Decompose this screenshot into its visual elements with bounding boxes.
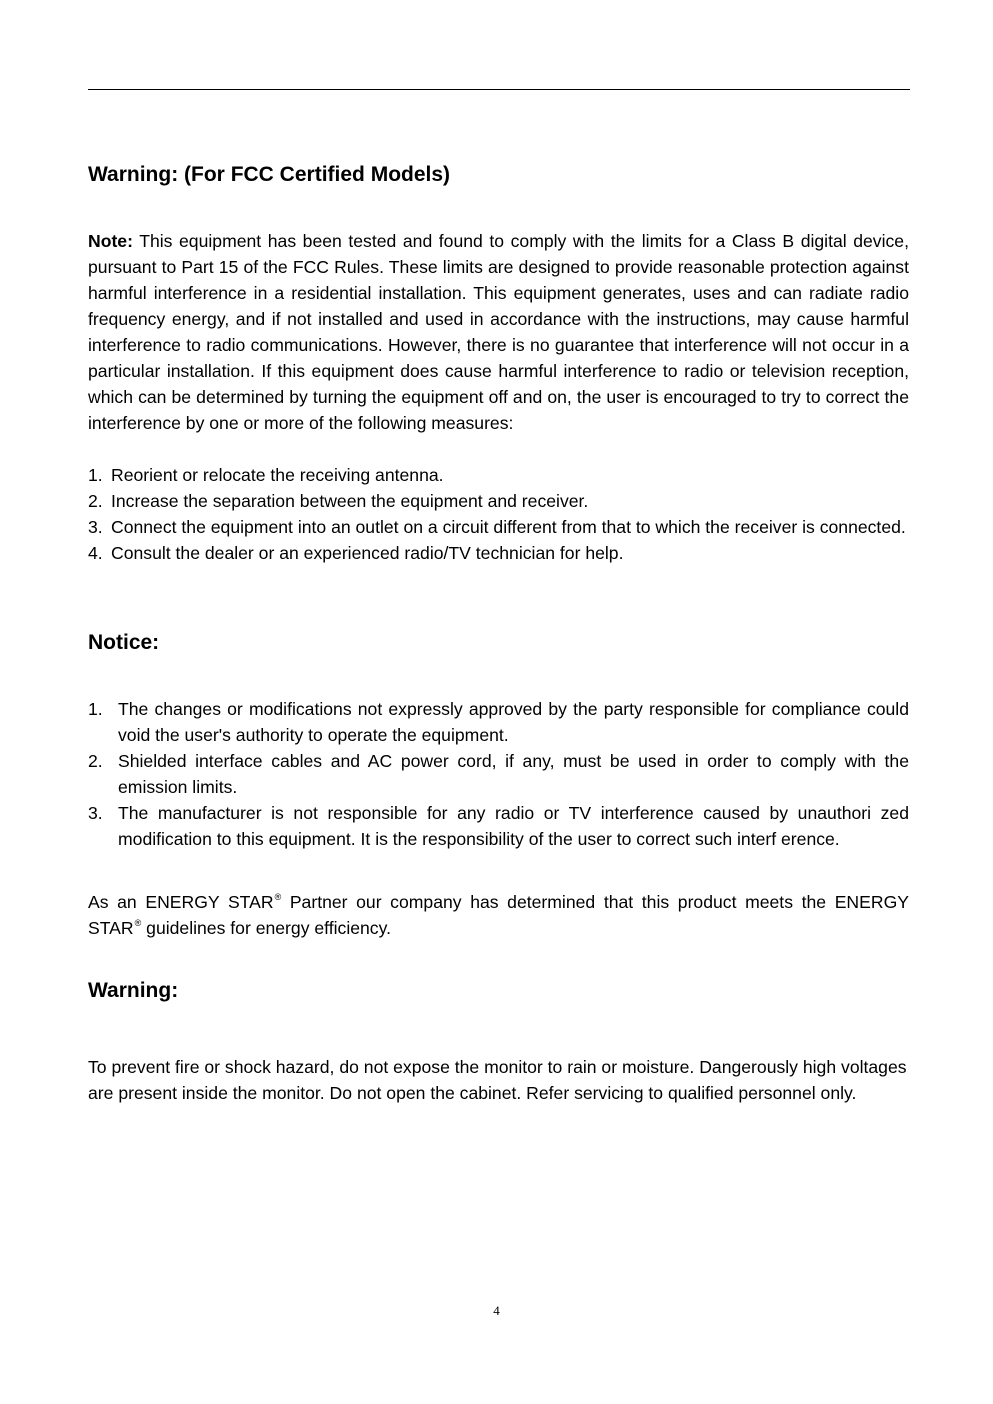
list-text: Reorient or relocate the receiving antenna. (111, 465, 444, 485)
list-item (88, 514, 909, 540)
list-number: 4. (88, 543, 103, 563)
energy-star-text: Partner our company has determined that this product meets the ENERGY STAR (88, 892, 909, 938)
list-number: 3. (88, 803, 103, 823)
heading-fcc-warning: Warning: (For FCC Certified Models) (88, 163, 451, 186)
list-item (88, 488, 909, 514)
page-number: 4 (493, 1303, 500, 1318)
list-text: The manufacturer is not responsible for any radio or TV interference caused by unauthori zed modification to this equipment. It is the responsibility of the user to correct such interf erence. (118, 803, 909, 849)
list-text: The changes or modifications not expressly approved by the party responsible for compliance could void the user's authority to operate the equipment. (118, 699, 909, 745)
list-item (88, 540, 909, 566)
list-text: Shielded interface cables and AC power cord, if any, must be used in order to comply with the emission limits. (118, 751, 909, 797)
list-number: 1. (88, 699, 103, 719)
notice-list (88, 696, 909, 852)
warning-text: To prevent fire or shock hazard, do not expose the monitor to rain or moisture. Dangerously high voltages are present inside the monitor. Do not open the cabinet. Refer servicing to qualified personnel only. (88, 1057, 907, 1103)
list-number: 2. (88, 751, 103, 771)
list-text: Increase the separation between the equipment and receiver. (111, 491, 589, 511)
list-item (88, 696, 909, 748)
list-number: 1. (88, 465, 103, 485)
note-paragraph (88, 228, 909, 436)
energy-star-paragraph (88, 889, 909, 941)
heading-notice: Notice: (88, 631, 160, 654)
list-text: Connect the equipment into an outlet on a circuit different from that to which the receiver is connected. (111, 517, 906, 537)
energy-star-text: guidelines for energy efficiency. (141, 918, 391, 938)
energy-star-text: As an ENERGY STAR (88, 892, 274, 912)
list-item (88, 462, 909, 488)
list-item (88, 748, 909, 800)
note-text: This equipment has been tested and found to comply with the limits for a Class B digital device, pursuant to Part 15 of the FCC Rules. These limits are designed to provide reasonable protection against harmful interference in a residential installation. This equipment generates, uses and can radiate radio frequency energy, and if not installed and used in accordance with the instructions, may cause harmful interference to radio communications. However, there is no guarantee that interference will not occur in a particular installation. If this equipment does cause harmful interference to radio or television reception, which can be determined by turning the equipment off and on, the user is encouraged to try to correct the interference by one or more of the following measures: (88, 231, 909, 433)
registered-mark: ® (134, 918, 142, 928)
list-number: 3. (88, 517, 103, 537)
heading-warning: Warning: (88, 979, 179, 1002)
list-text: Consult the dealer or an experienced radio/TV technician for help. (111, 543, 624, 563)
list-number: 2. (88, 491, 103, 511)
header-rule (88, 89, 910, 90)
measures-list (88, 462, 909, 566)
list-item (88, 800, 909, 852)
registered-mark: ® (274, 892, 282, 902)
note-label: Note: (88, 231, 133, 251)
